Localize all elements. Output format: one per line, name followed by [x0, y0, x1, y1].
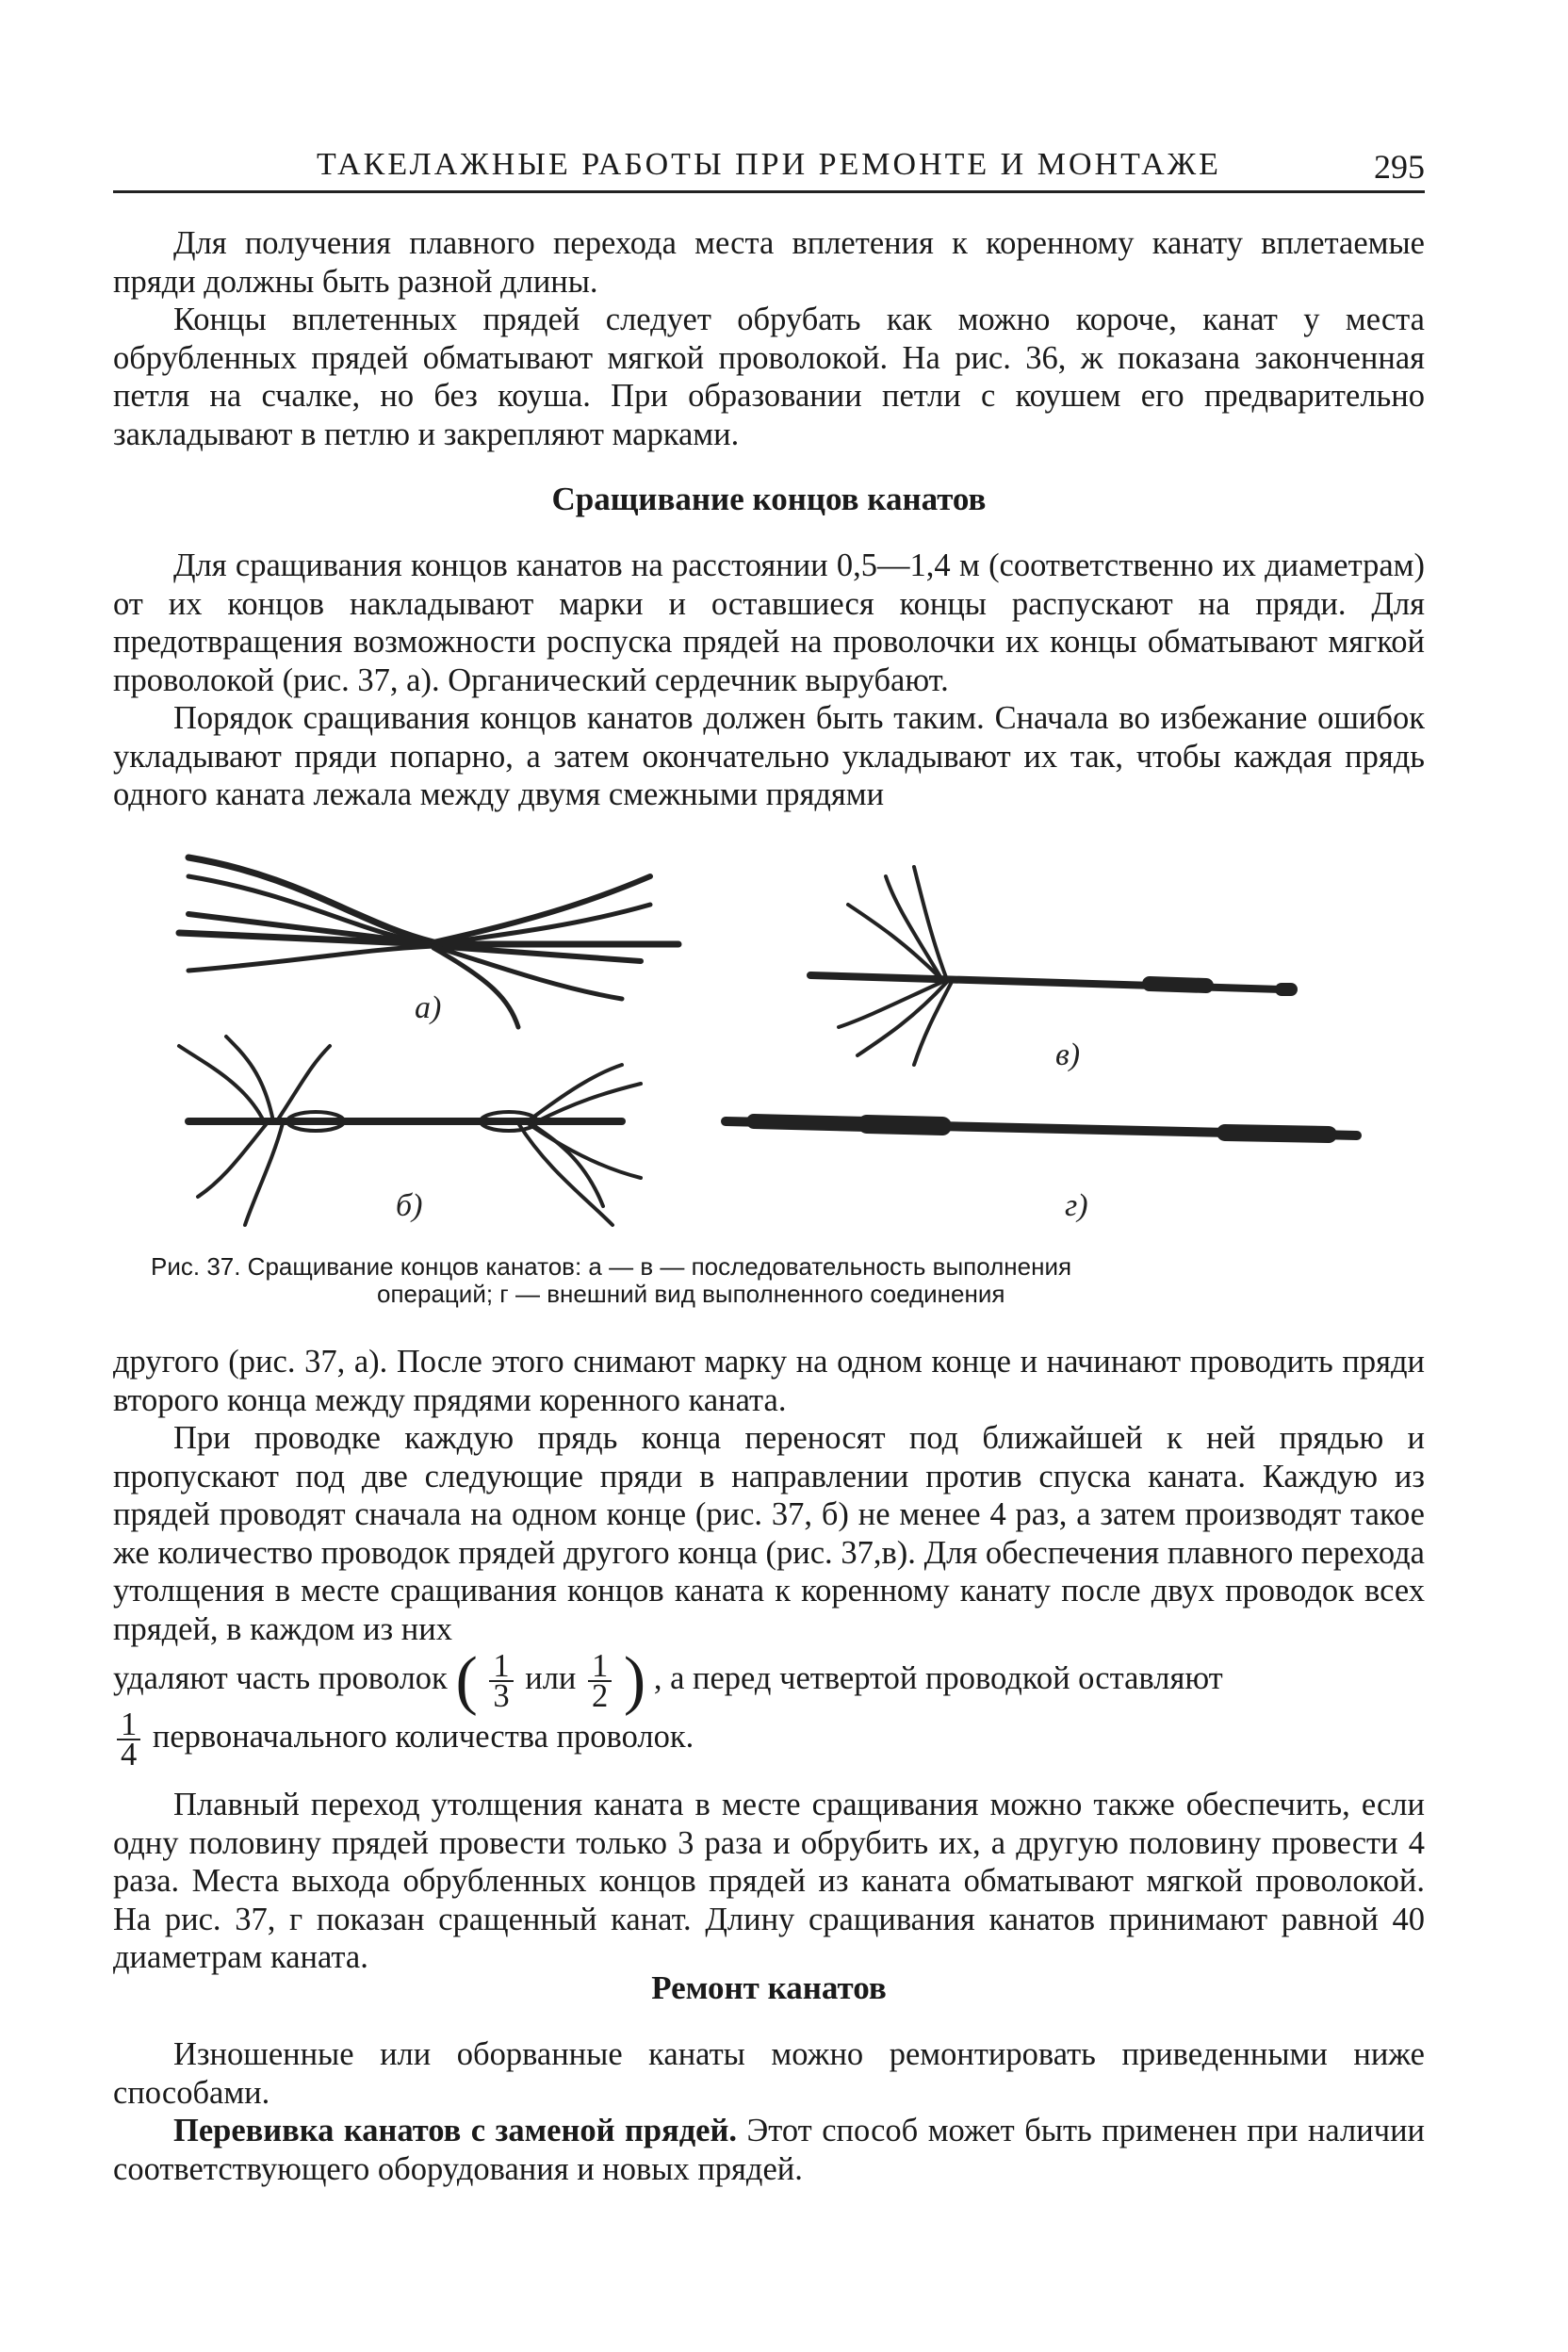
- paragraph: другого (рис. 37, а). После этого снимают марку на одном конце и начинают проводить пряди второго конца между прядями коренного каната.: [113, 1344, 1425, 1418]
- fraction-one-quarter: $\frac{1}{4}$: [117, 1710, 140, 1769]
- figure-g-drawing: [726, 1121, 1357, 1135]
- figure-label-v: в): [1055, 1037, 1081, 1072]
- paragraph: При проводке каждую прядь конца переносят под ближайшей к ней прядью и пропускают под две следующие пряди в направлении против спуска каната. Каждую из прядей проводят сначала на одном конце (рис. 37, б) не менее 4 раз, а затем производят такое же количество проводок прядей другого конца (рис. 37,в). Для обеспечения плавного перехода утолщения в месте сращивания концов каната к коренному канату после двух проводок всех прядей, в каждом из них: [113, 1420, 1425, 1647]
- heading-repair: Ремонт канатов: [651, 1969, 887, 2006]
- figure-label-g: г): [1065, 1188, 1088, 1223]
- paragraph: [113, 2112, 1425, 2188]
- figure-v-drawing: [810, 867, 1291, 1065]
- heading-splicing: Сращивание концов канатов: [551, 481, 987, 517]
- paragraph-rest: Этот способ может быть применен при наличии соответствующего оборудования и новых прядей.: [113, 2113, 1425, 2187]
- page-number: 295: [1374, 148, 1425, 186]
- figure-37: [113, 839, 1425, 1253]
- section-2: [113, 547, 1425, 814]
- paragraph: Для сращивания концов канатов на расстоянии 0,5—1,4 м (соответственно их диаметрам) от их концов накладывают марки и оставшиеся концы распускают на пряди. Для предотвращения возможности роспуска прядей на проволочки их концы обматывают мягкой проволокой (рис. 37, а). Органический сердечник вырубают.: [113, 547, 1425, 698]
- caption-line-2: операций; г — внешний вид выполненного соединения: [377, 1280, 1005, 1308]
- bold-term: Перевивка канатов с заменой прядей.: [173, 2113, 737, 2148]
- caption-line-1: Рис. 37. Сращивание концов канатов: а — в — последовательность выполнения: [151, 1252, 1072, 1281]
- fraction-quarter-tail: первоначального количества проволок.: [152, 1718, 694, 1755]
- figure-caption: [151, 1253, 1385, 1308]
- fraction-or: или: [525, 1659, 577, 1696]
- running-header: [113, 141, 1425, 193]
- paragraph: Концы вплетенных прядей следует обрубать как можно короче, канат у места обрубленных прядей обматывают мягкой проволокой. На рис. 36, ж показана законченная петля на счалке, но без коуша. При образовании петли с коушем его предварительно закладывают в петлю и закрепляют марками.: [113, 302, 1425, 452]
- section-1: [113, 224, 1425, 453]
- figure-label-b: б): [396, 1188, 423, 1223]
- paragraph: Порядок сращивания концов канатов должен быть таким. Сначала во избежание ошибок укладывают пряди попарно, а затем окончательно укладывают их так, чтобы каждая прядь одного каната лежала между двумя смежными прядями: [113, 700, 1425, 812]
- paragraph: Плавный переход утолщения каната в месте сращивания можно также обеспечить, если одну половину прядей провести только 3 раза и обрубить их, а другую половину провести 4 раза. Места выхода обрубленных концов прядей из каната обматывают мягкой проволокой. На рис. 37, г показан сращенный канат. Длину сращивания канатов принимают равной 40 диаметрам каната.: [113, 1787, 1425, 1975]
- fraction-line: удаляют часть проволок ( $\frac{1}{3}$ или $\frac{1}{2}$ ) , а перед четвертой проводкой оставляют: [113, 1643, 1223, 1717]
- fraction-line-end: , а перед четвертой проводкой оставляют: [653, 1659, 1223, 1696]
- header-title: ТАКЕЛАЖНЫЕ РАБОТЫ ПРИ РЕМОНТЕ И МОНТАЖЕ: [317, 147, 1221, 182]
- fraction-line-start: удаляют часть проволок: [113, 1659, 448, 1696]
- fraction-one-third: $\frac{1}{3}$: [489, 1652, 513, 1710]
- figure-label-a: а): [415, 990, 442, 1025]
- fraction-one-half: $\frac{1}{2}$: [588, 1652, 612, 1710]
- section-3: [113, 1343, 1425, 1977]
- section-4: [113, 2035, 1425, 2188]
- fraction-quarter-line: [113, 1707, 1425, 1772]
- paragraph: Изношенные или оборванные канаты можно ремонтировать приведенными ниже способами.: [113, 2036, 1425, 2111]
- paragraph: Для получения плавного перехода места вплетения к коренному канату вплетаемые пряди должны быть разной длины.: [113, 225, 1425, 300]
